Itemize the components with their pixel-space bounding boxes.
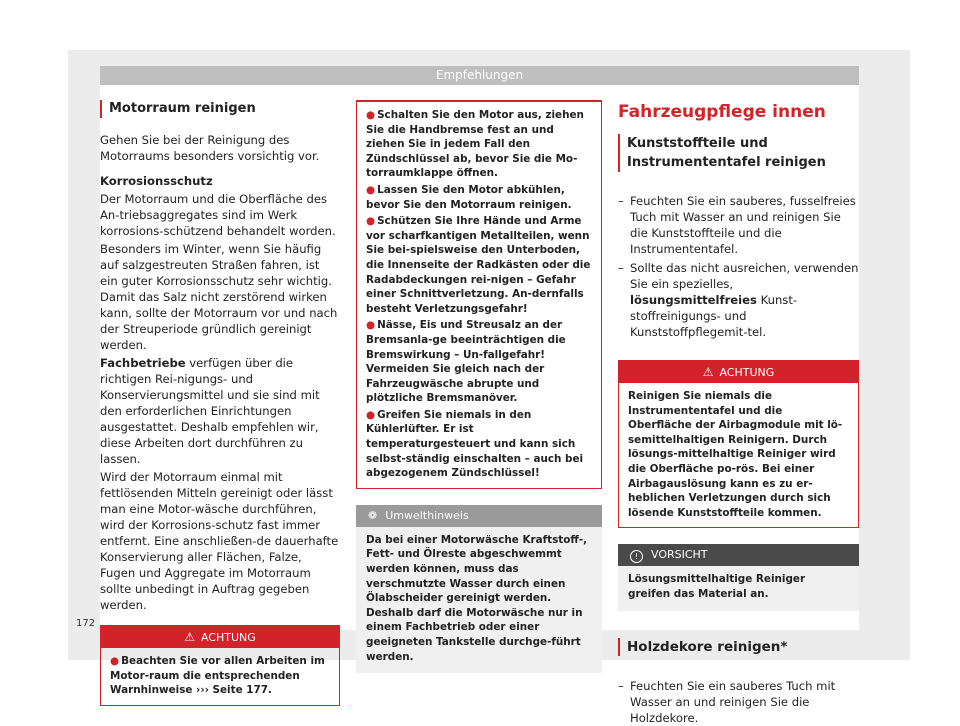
- bullet-icon: ●: [366, 408, 376, 421]
- caution-box: [618, 544, 859, 610]
- subheading-korrosionsschutz: Korrosionsschutz: [100, 174, 213, 188]
- warning-item-1: ● Schalten Sie den Motor aus, ziehen Sie die Handbremse fest an und ziehen Sie in jedem Fall den Zündschlüssel ab, bevor Sie die Mo-torraumklappe öffnen.: [366, 109, 584, 180]
- bullet-icon: ●: [366, 183, 376, 196]
- bullet-icon: ●: [110, 655, 120, 667]
- main-heading: Fahrzeugpflege innen: [618, 102, 826, 122]
- paragraph-3-rest: verfügen über die richtigen Rei-nigungs- und Konservierungsmittel und sie sind mit den erforderlichen Einrichtungen ausgestattet. Deshalb empfehlen wir, diese Arbeiten dort durchführen zu lassen.: [100, 356, 320, 466]
- column-1: [100, 85, 340, 706]
- info-circle-icon: !: [630, 550, 643, 563]
- paragraph-1: Der Motorraum und die Oberfläche des An-triebsaggregates sind im Werk korrosions-schützend behandelt worden.: [100, 192, 336, 238]
- page-reference-link[interactable]: ››› Seite 177.: [196, 684, 272, 697]
- warning-triangle-icon: ⚠: [702, 365, 714, 379]
- step-2: – Sollte das nicht ausreichen, verwenden Sie ein spezielles, lösungsmittelfreies Kunst-stoffreinigungs- und Kunststoffpflegemit-tel.: [618, 261, 859, 339]
- column-2: [356, 85, 602, 673]
- intro-text: Gehen Sie bei der Reinigung des Motorraums besonders vorsichtig vor.: [100, 133, 320, 163]
- warning-item-text: Beachten Sie vor allen Arbeiten im Motor-raum die entsprechenden Warnhinweise: [110, 655, 325, 697]
- warning-header: ⚠ ACHTUNG: [619, 361, 858, 383]
- environment-icon: ❁: [368, 508, 378, 522]
- environment-note-body: [356, 527, 602, 673]
- warning-item: [110, 654, 330, 698]
- paragraph-2: Besonders im Winter, wenn Sie häufig auf salzgestreuten Straßen fahren, ist ein guter Korrosionsschutz sehr wichtig. Damit das Salz nicht zerstörend wirken kann, sollte der Motorraum vor und nach der Streuperiode gründlich gereinigt werden.: [100, 242, 338, 352]
- environment-note-text: Da bei einer Motorwäsche Kraftstoff-, Fett- und Ölreste abgeschwemmt werden können, muss das verschmutzte Wasser durch einen Ölabscheider gereinigt werden. Deshalb darf die Motorwäsche nur in einem Fachbetrieb oder einer geeigneten Tankstelle durchge-führt werden.: [366, 533, 588, 663]
- warning-header: [101, 626, 339, 648]
- caution-body: [618, 566, 859, 610]
- warning-triangle-icon: ⚠: [184, 630, 195, 644]
- page-number: 172: [76, 618, 96, 629]
- warning-item-5: ● Greifen Sie niemals in den Kühlerlüfter. Er ist temperaturgesteuert und kann sich selbst-ständig einschalten – auch bei abgezogenem Zündschlüssel!: [366, 408, 584, 480]
- sub-heading-kunststoffteile: Kunststoffteile und Instrumententafel reinigen: [618, 134, 859, 172]
- caution-header: ! VORSICHT: [618, 544, 859, 566]
- environment-note-header: [356, 505, 602, 527]
- warning-item-4: ● Nässe, Eis und Streusalz an der Bremsanla-ge beeinträchtigen die Bremswirkung – Un-fallgefahr! Vermeiden Sie gleich nach der Fahrzeugwäsche abrupte und plötzliche Bremsmanöver.: [366, 319, 566, 405]
- warning-box-motorraum: [100, 625, 340, 706]
- step-3: – Feuchten Sie ein sauberes Tuch mit Wasser an und reinigen Sie die Holzdekore.: [618, 678, 836, 725]
- warning-box-kunststoff: [618, 360, 859, 528]
- section-title-holzdekore: Holzdekore reinigen*: [618, 638, 859, 656]
- warning-body: [619, 383, 858, 527]
- environment-note-box: [356, 505, 602, 673]
- warning-item-3: ● Schützen Sie Ihre Hände und Arme vor scharfkantigen Metallteilen, wenn Sie bei-spielsweise den Unterboden, die Innenseite der Radkästen oder die Radabdeckungen rei-nigen – Gefahr einer Schnittverletzung. An-dernfalls besteht Verletzungsgefahr!: [366, 215, 591, 315]
- warning-box-continued: [356, 100, 602, 489]
- warning-title: ACHTUNG: [200, 631, 256, 644]
- warning-text: Reinigen Sie niemals die Instrumententafel und die Oberfläche der Airbagmodule mit lö-semittelhaltigen Reinigern. Durch lösungs-mittelhaltige Reiniger wird die Oberfläche po-rös. Bei einer Airbagauslösung kann es zu er-heblichen Verletzungen durch sich lösende Kunststoffteile kommen.: [628, 390, 843, 519]
- page-content: [100, 85, 859, 725]
- environment-note-title: Umwelthinweis: [385, 508, 469, 522]
- bullet-icon: ●: [366, 109, 376, 121]
- fachbetriebe-label: Fachbetriebe: [100, 356, 186, 370]
- step-1: – Feuchten Sie ein sauberes, fusselfreies Tuch mit Wasser an und reinigen Sie die Kunststoffteile und die Instrumententafel.: [618, 194, 856, 256]
- dash-icon: –: [618, 678, 624, 693]
- warning-body: [101, 648, 339, 705]
- warning-body-continued: [357, 102, 601, 488]
- warning-item-2: ● Lassen Sie den Motor abkühlen, bevor Sie den Motorraum reinigen.: [366, 183, 572, 211]
- bullet-icon: ●: [366, 215, 376, 228]
- column-3: [618, 85, 859, 726]
- paragraph-3: [100, 355, 340, 467]
- dash-icon: –: [618, 261, 624, 275]
- paragraph-4: Wird der Motorraum einmal mit fettlösenden Mitteln gereinigt oder lässt man eine Motor-wäsche durchführen, wird der Korrosions-schutz fast immer entfernt. Eine anschließen-de dauerhafte Konservierung aller Flächen, Falze, Fugen und Aggregate im Motorraum sollte unbedingt in Auftrag gegeben werden.: [100, 470, 339, 612]
- dash-icon: –: [618, 194, 624, 208]
- chapter-header: Empfehlungen: [100, 66, 859, 85]
- section-title-motorraum: Motorraum reinigen: [100, 100, 340, 118]
- caution-text: Lösungsmittelhaltige Reiniger greifen das Material an.: [628, 573, 806, 600]
- bullet-icon: ●: [366, 319, 376, 332]
